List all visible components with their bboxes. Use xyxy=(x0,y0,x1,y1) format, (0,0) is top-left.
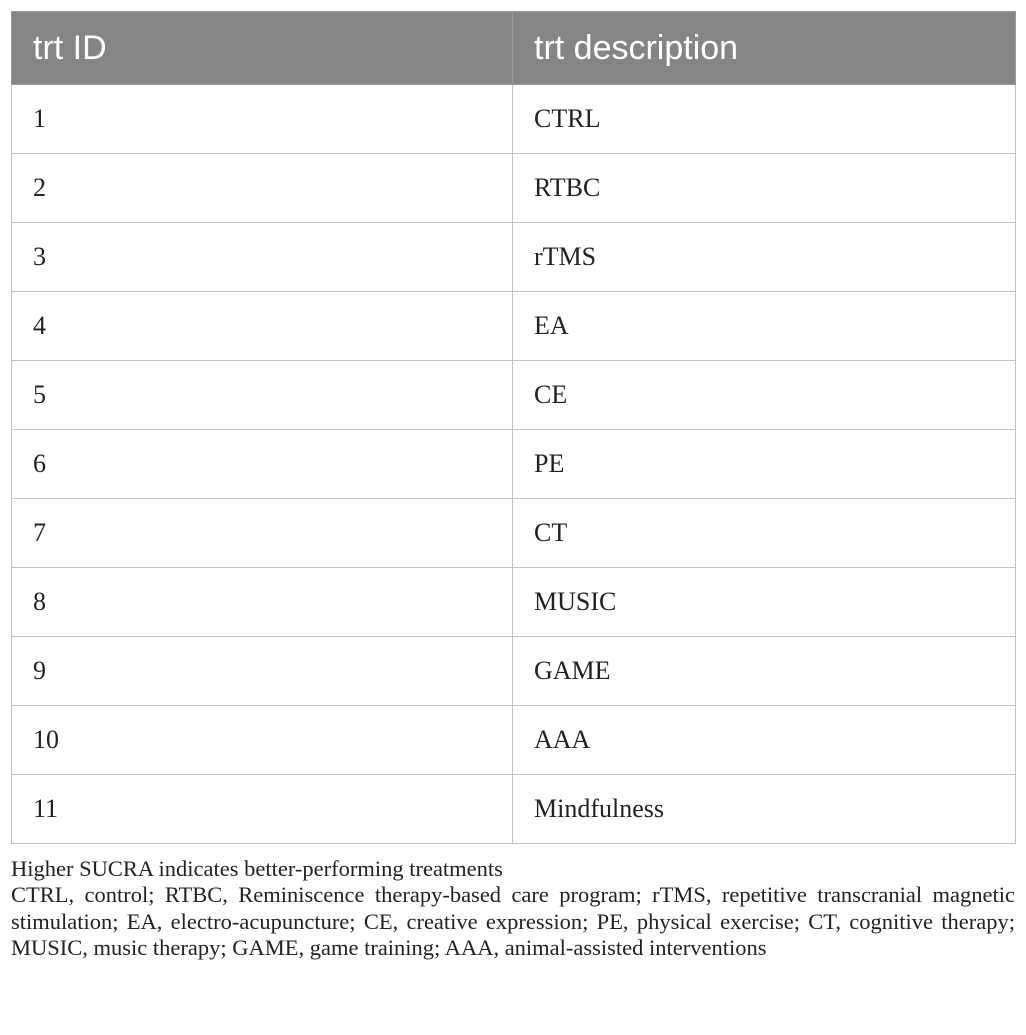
cell-trt-description: AAA xyxy=(513,706,1016,775)
table-row xyxy=(12,361,1016,430)
cell-trt-id: 1 xyxy=(12,85,513,154)
cell-trt-id: 4 xyxy=(12,292,513,361)
table-row xyxy=(12,154,1016,223)
cell-trt-id: 10 xyxy=(12,706,513,775)
cell-trt-description: CT xyxy=(513,499,1016,568)
cell-trt-description: PE xyxy=(513,430,1016,499)
cell-trt-description: CTRL xyxy=(513,85,1016,154)
cell-trt-id: 11 xyxy=(12,775,513,844)
cell-trt-id: 2 xyxy=(12,154,513,223)
abbreviations-note: CTRL, control; RTBC, Reminiscence therapy-based care program; rTMS, repetitive transcranial magnetic stimulation; EA, electro-acupuncture; CE, creative expression; PE, physical exercise; CT, cognitive therapy; MUSIC, music therapy; GAME, game training; AAA, animal-assisted interventions xyxy=(11,882,1015,961)
sucra-note: Higher SUCRA indicates better-performing treatments xyxy=(11,856,503,881)
table-row xyxy=(12,430,1016,499)
header-row xyxy=(12,12,1016,85)
table-header xyxy=(12,12,1016,85)
table-row xyxy=(12,568,1016,637)
cell-trt-description: MUSIC xyxy=(513,568,1016,637)
treatment-table xyxy=(11,11,1016,844)
table-body xyxy=(12,85,1016,844)
table-row xyxy=(12,499,1016,568)
cell-trt-description: Mindfulness xyxy=(513,775,1016,844)
table-row xyxy=(12,223,1016,292)
cell-trt-id: 8 xyxy=(12,568,513,637)
treatment-table-container xyxy=(11,11,1015,844)
cell-trt-id: 3 xyxy=(12,223,513,292)
cell-trt-description: CE xyxy=(513,361,1016,430)
header-trt-description: trt description xyxy=(513,12,1016,85)
table-row xyxy=(12,775,1016,844)
cell-trt-description: EA xyxy=(513,292,1016,361)
table-footnotes xyxy=(11,856,1015,962)
cell-trt-id: 9 xyxy=(12,637,513,706)
cell-trt-description: rTMS xyxy=(513,223,1016,292)
cell-trt-description: RTBC xyxy=(513,154,1016,223)
cell-trt-description: GAME xyxy=(513,637,1016,706)
table-row xyxy=(12,292,1016,361)
header-trt-id: trt ID xyxy=(12,12,513,85)
cell-trt-id: 7 xyxy=(12,499,513,568)
table-row xyxy=(12,85,1016,154)
table-row xyxy=(12,637,1016,706)
cell-trt-id: 6 xyxy=(12,430,513,499)
cell-trt-id: 5 xyxy=(12,361,513,430)
table-row xyxy=(12,706,1016,775)
